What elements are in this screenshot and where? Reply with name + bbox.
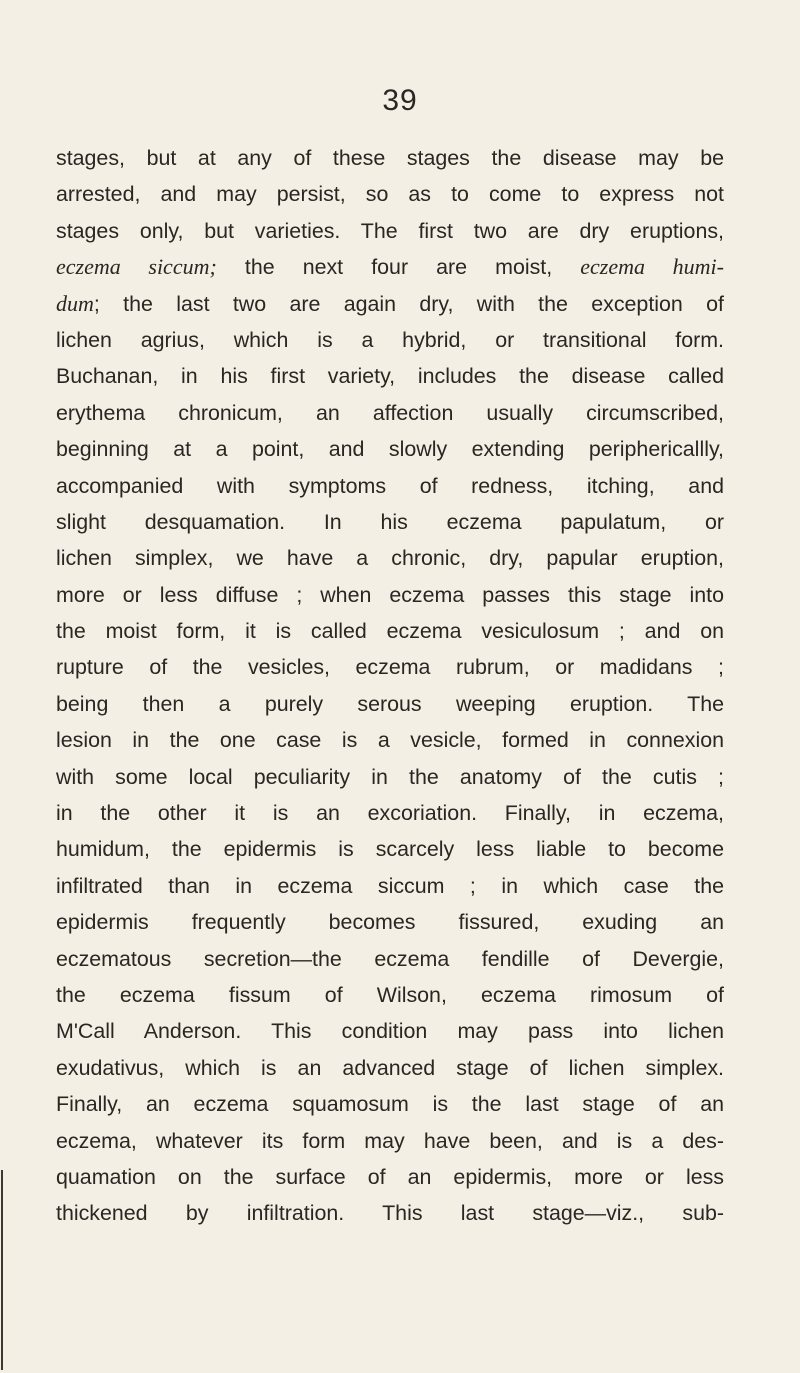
text-line: more or less diffuse ; when eczema passes this stage into [56,582,724,607]
text-line: stages, but at any of these stages the disease may be [56,146,724,170]
text-line: M'Call Anderson. This condition may pass into lichen [56,1019,724,1044]
text-line: lichen agrius, which is a hybrid, or transitional form. [56,327,724,352]
text-line: in the other it is an excoriation. Finally, in eczema, [56,801,724,826]
text-line: humidum, the epidermis is scarcely less liable to become [56,837,724,862]
italic-term: eczema humi- [580,254,724,280]
text-line: Finally, an eczema squamosum is the last stage of an [56,1092,724,1117]
text-line: slight desquamation. In his eczema papulatum, or [56,509,724,534]
italic-term: eczema siccum; [56,254,217,280]
italic-term: dum [56,290,94,316]
text-line-mixed [56,286,724,322]
text-line: quamation on the surface of an epidermis, more or less [56,1164,724,1189]
text-line: the eczema fissum of Wilson, eczema rimosum of [56,982,724,1007]
text-line-mixed [56,249,724,285]
body-text [56,140,724,1232]
text-run: ; the last two are again dry, with the exception of [93,291,724,316]
text-line: being then a purely serous weeping eruption. The [56,691,724,716]
text-line: accompanied with symptoms of redness, itching, and [56,473,724,498]
text-line: thickened by infiltration. This last stage—viz., sub- [56,1201,724,1226]
text-line: stages only, but varieties. The first two are dry eruptions, [56,218,724,243]
text-line: lesion in the one case is a vesicle, formed in connexion [56,728,724,753]
text-line: rupture of the vesicles, eczema rubrum, or madidans ; [56,655,724,680]
binding-edge-shadow [1,1170,3,1370]
text-line: arrested, and may persist, so as to come to express not [56,182,724,207]
text-line: eczematous secretion—the eczema fendille of Devergie, [56,946,724,971]
text-line: infiltrated than in eczema siccum ; in which case the [56,873,724,898]
text-line: lichen simplex, we have a chronic, dry, papular eruption, [56,546,724,571]
text-line: exudativus, which is an advanced stage of lichen simplex. [56,1055,724,1080]
text-line: the moist form, it is called eczema vesiculosum ; and on [56,619,724,644]
text-line: eczema, whatever its form may have been, and is a des- [56,1128,724,1153]
text-line: with some local peculiarity in the anatomy of the cutis ; [56,764,724,789]
text-run: the next four are moist, [216,255,581,280]
text-line: erythema chronicum, an affection usually circumscribed, [56,400,724,425]
page-number: 39 [382,84,418,117]
text-line: beginning at a point, and slowly extending periphericallly, [56,437,724,462]
text-line: epidermis frequently becomes fissured, exuding an [56,910,724,935]
text-line: Buchanan, in his first variety, includes the disease called [56,364,724,389]
